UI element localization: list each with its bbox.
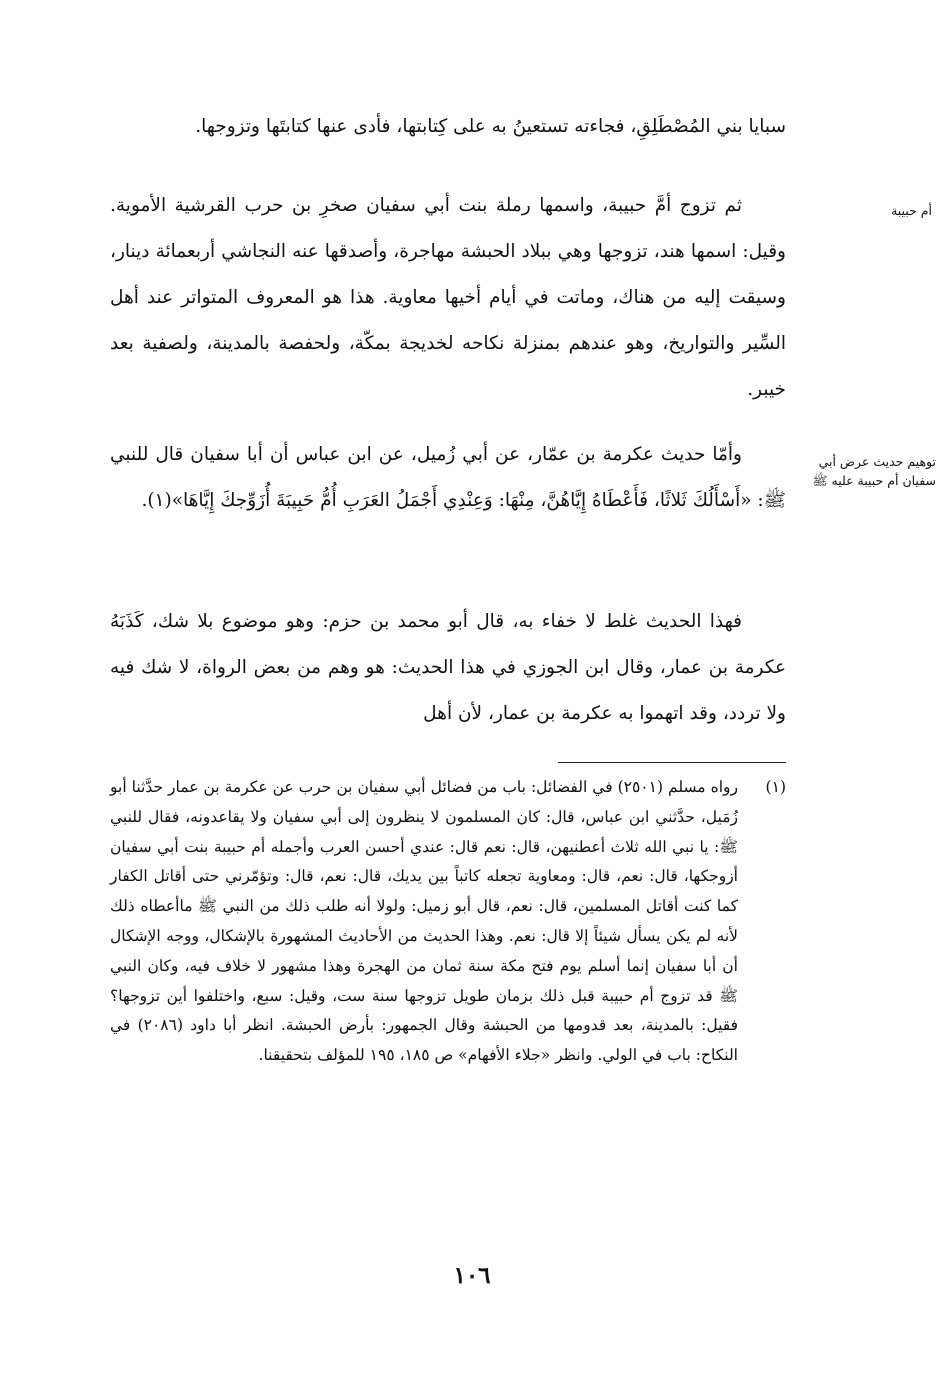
paragraph-1 bbox=[110, 104, 786, 150]
margin-note-hadith-issue: توهيم حديث عرض أبي سفيان أم حبيبة عليه ﷺ bbox=[812, 454, 936, 488]
paragraph-4 bbox=[110, 599, 786, 737]
paragraph-2-text: ثم تزوج أمَّ حبيبة، واسمها رملة بنت أبي سفيان صخرِ بن حرب القرشية الأموية. وقيل: اسمها هند، تزوجها وهي ببلاد الحبشة مهاجرة، وأصدقها عنه النجاشي أربعمائة دينار، وسيقت إليه من هناك، وماتت في أيام أخيها معاوية. هذا هو المعروف المتواتر عند أهل السِّير والتواريخ، وهو عندهم بمنزلة نكاحه لخديجة بمكّة، ولحفصة بالمدينة، ولصفية بعد خيبر. bbox=[110, 195, 786, 400]
paragraph-4-text: فهذا الحديث غلط لا خفاء به، قال أبو محمد بن حزم: وهو موضوع بلا شك، كَذَبَهُ عكرمة بن عمار، وقال ابن الجوزي في هذا الحديث: هو وهم من بعض الرواة، لا شك فيه ولا تردد، وقد اتهموا به عكرمة بن عمار، لأن أهل bbox=[110, 611, 786, 724]
paragraph-3-text: وأمّا حديث عكرمة بن عمّار، عن أبي زُميل، عن ابن عباس أن أبا سفيان قال للنبي ﷺ: «أَسْأَلُكَ ثَلاثًا، فَأَعْطَاهُ إِيَّاهُنَّ، مِنْهَا: وَعِنْدِي أَجْمَلُ العَرَبِ أُمُّ حَبِيبَةَ أُزَوِّجكَ إِيَّاهَا»(١). bbox=[110, 444, 786, 511]
footnote-number: (١) bbox=[765, 778, 786, 796]
page-number: ١٠٦ bbox=[453, 1262, 491, 1289]
footnote bbox=[110, 773, 786, 1071]
paragraph-1-text: سبايا بني المُصْطَلِقِ، فجاءته تستعينُ به على كِتابتها، فأدى عنها كتابتَها وتزوجها. bbox=[195, 116, 786, 137]
paragraph-3 bbox=[110, 432, 786, 524]
paragraph-2 bbox=[110, 183, 786, 413]
footnote-separator bbox=[558, 762, 786, 763]
footnote-text: رواه مسلم (٢٥٠١) في الفضائل: باب من فضائل أبي سفيان بن حرب عن عكرمة بن عمار حدَّثنا أبو زُمَيل، حدَّثني ابن عباس، قال: كان المسلمون لا ينظرون إلى أبي سفيان ولا يقاعدونه، فقال للنبي ﷺ: يا نبي الله ثلاث أعطنيهن، قال: نعم قال: عندي أحسن العرب وأجمله أم حبيبة بنت أبي سفيان أزوجكها، قال: نعم، قال: ومعاوية تجعله كاتباً بين يديك، قال: نعم، قال: وتؤمّرني حتى أقاتل الكفار كما كنت أقاتل المسلمين، قال: نعم، قال أبو زميل: ولولا أنه طلب ذلك من النبي ﷺ ماأعطاه ذلك لأنه لم يكن يسأل شيئاً إلا قال: نعم. وهذا الحديث من الأحاديث المشهورة بالإشكال، ووجه الإشكال أن أبا سفيان إنما أسلم يوم فتح مكة سنة ثمان من الهجرة وهذا مشهور لا خلاف فيه، وكان النبي ﷺ قد تزوج أم حبيبة قبل ذلك بزمان طويل تزوجها سنة ست، وقيل: سبع، واختلفوا أين تزوجها؟ فقيل: بالمدينة، بعد قدومها من الحبشة وقال الجمهور: بأرض الحبشة. انظر أبا داود (٢٠٨٦) في النكاح: باب في الولي. وانظر «جلاء الأفهام» ص ١٨٥، ١٩٥ للمؤلف بتحقيقنا. bbox=[110, 778, 738, 1065]
margin-note-umm-habiba: أم حبيبة bbox=[891, 203, 932, 218]
